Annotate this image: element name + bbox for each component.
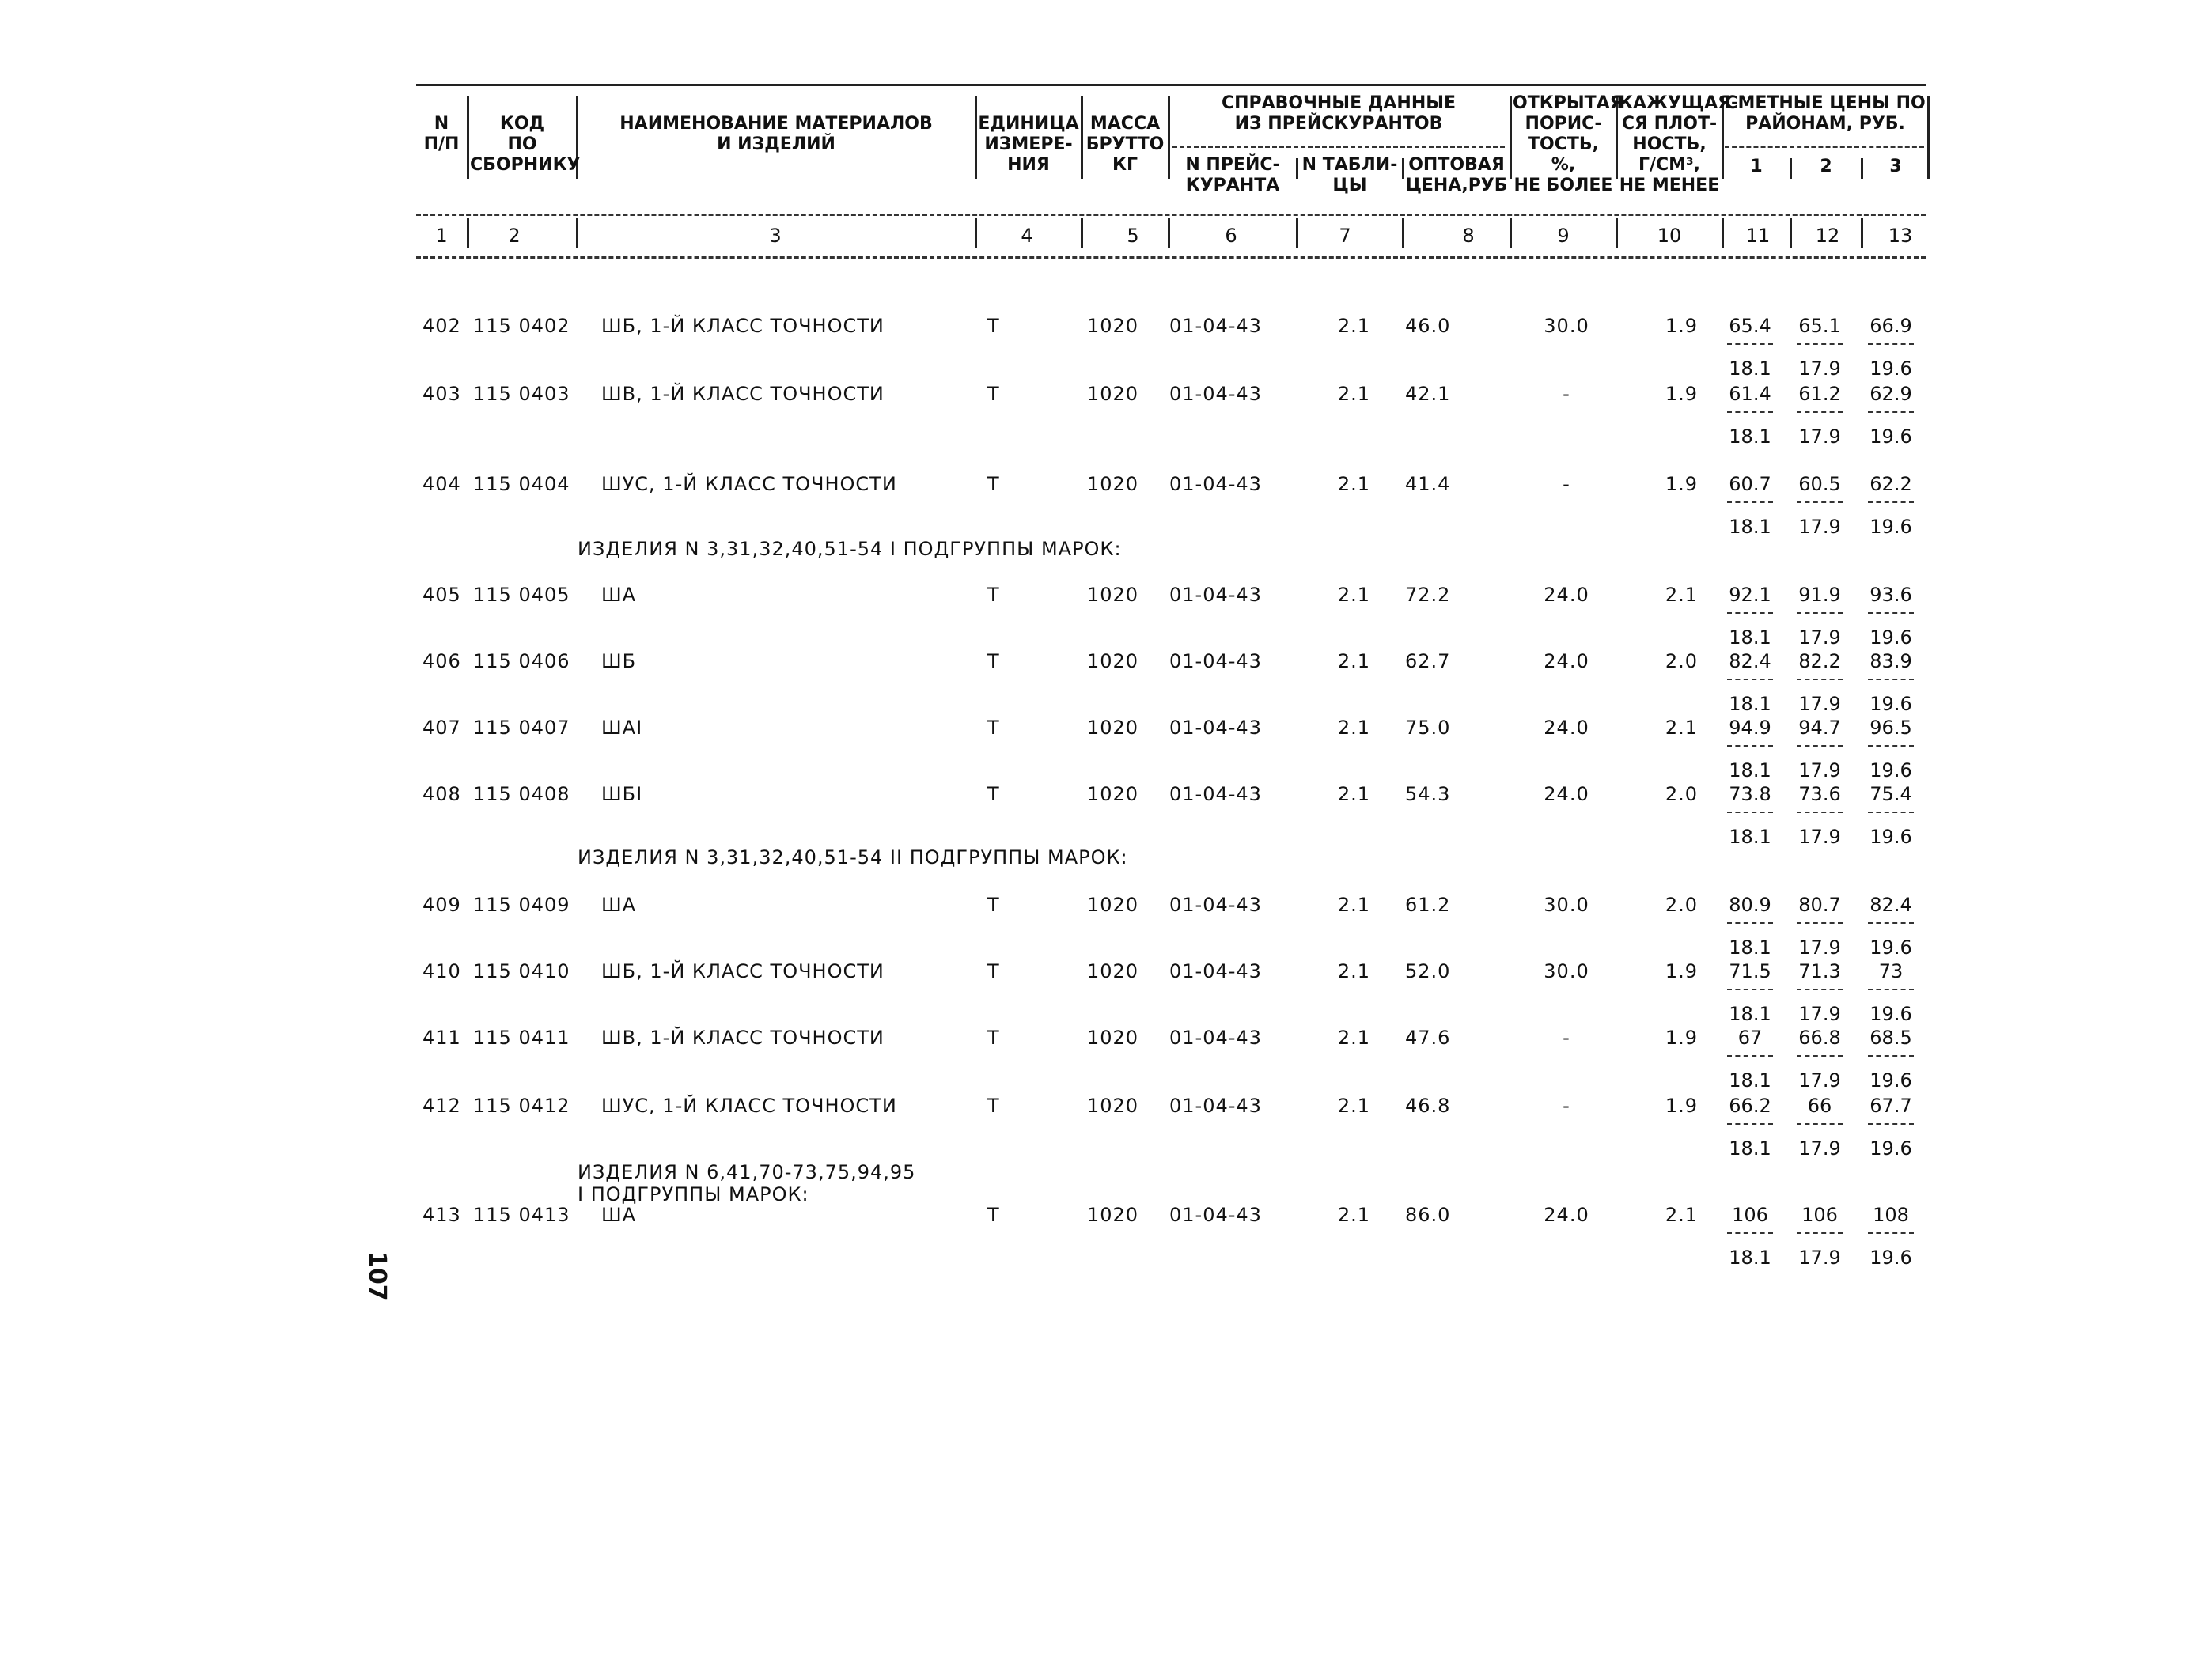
row-density: 1.9 — [1665, 1095, 1698, 1117]
row-price-list: 01-04-43 — [1169, 473, 1262, 495]
row-density: 1.9 — [1665, 383, 1698, 405]
row-transport-region-1: 18.1 — [1729, 626, 1771, 649]
row-porosity: - — [1563, 1095, 1570, 1117]
row-transport-region-1: 18.1 — [1729, 1003, 1771, 1025]
row-price-list: 01-04-43 — [1169, 717, 1262, 739]
row-price-region-1: 94.9 — [1729, 717, 1771, 739]
row-unit: Т — [987, 1204, 1000, 1226]
row-price-region-1: 71.5 — [1729, 960, 1771, 982]
row-transport-region-3: 19.6 — [1870, 426, 1912, 448]
row-price-region-1: 67 — [1737, 1027, 1763, 1049]
row-transport-region-2: 17.9 — [1798, 1069, 1841, 1092]
row-porosity: 30.0 — [1544, 960, 1589, 982]
row-mass: 1020 — [1087, 473, 1139, 495]
row-porosity: 24.0 — [1544, 650, 1589, 672]
row-transport-region-1: 18.1 — [1729, 759, 1771, 781]
row-price-region-3: 83.9 — [1870, 650, 1912, 672]
row-density: 2.1 — [1665, 1204, 1698, 1226]
row-number: 410 — [422, 960, 461, 982]
row-name: ШУС, 1-Й КЛАСС ТОЧНОСТИ — [601, 1095, 897, 1117]
row-wholesale-price: 47.6 — [1405, 1027, 1451, 1049]
row-transport-region-1: 18.1 — [1729, 426, 1771, 448]
row-code: 115 0413 — [473, 1204, 570, 1226]
row-wholesale-price: 72.2 — [1405, 584, 1451, 606]
fraction-divider — [1797, 1055, 1843, 1057]
fraction-divider — [1727, 812, 1773, 813]
fraction-divider — [1797, 922, 1843, 924]
row-price-region-1: 82.4 — [1729, 650, 1771, 672]
row-mass: 1020 — [1087, 717, 1139, 739]
row-transport-region-2: 17.9 — [1798, 426, 1841, 448]
row-unit: Т — [987, 650, 1000, 672]
row-wholesale-price: 54.3 — [1405, 783, 1451, 805]
row-price-region-1: 61.4 — [1729, 383, 1771, 405]
group-heading: I ПОДГРУППЫ МАРОК: — [578, 1183, 809, 1205]
group-heading: ИЗДЕЛИЯ N 6,41,70-73,75,94,95 — [578, 1161, 916, 1183]
row-table: 2.1 — [1337, 473, 1370, 495]
fraction-divider — [1868, 411, 1914, 413]
column-number: 11 — [1745, 225, 1771, 247]
row-density: 1.9 — [1665, 473, 1698, 495]
row-porosity: 24.0 — [1544, 1204, 1589, 1226]
row-number: 408 — [422, 783, 461, 805]
row-price-list: 01-04-43 — [1169, 650, 1262, 672]
row-code: 115 0411 — [473, 1027, 570, 1049]
row-number: 403 — [422, 383, 461, 405]
row-mass: 1020 — [1087, 894, 1139, 916]
fraction-divider — [1797, 679, 1843, 680]
row-transport-region-1: 18.1 — [1729, 826, 1771, 848]
column-number: 12 — [1815, 225, 1840, 247]
row-price-region-1: 92.1 — [1729, 584, 1771, 606]
row-code: 115 0407 — [473, 717, 570, 739]
fraction-divider — [1727, 411, 1773, 413]
row-number: 413 — [422, 1204, 461, 1226]
row-table: 2.1 — [1337, 650, 1370, 672]
row-porosity: 30.0 — [1544, 315, 1589, 337]
row-price-region-1: 106 — [1732, 1204, 1768, 1226]
row-price-region-3: 68.5 — [1870, 1027, 1912, 1049]
row-density: 2.0 — [1665, 783, 1698, 805]
fraction-divider — [1868, 501, 1914, 503]
header-col-6: N ПРЕЙС- КУРАНТА — [1185, 155, 1280, 195]
row-wholesale-price: 46.8 — [1405, 1095, 1451, 1117]
row-transport-region-1: 18.1 — [1729, 1247, 1771, 1269]
row-transport-region-3: 19.6 — [1870, 516, 1912, 538]
row-table: 2.1 — [1337, 894, 1370, 916]
row-mass: 1020 — [1087, 1095, 1139, 1117]
row-unit: Т — [987, 473, 1000, 495]
row-transport-region-3: 19.6 — [1870, 1137, 1912, 1160]
row-price-region-1: 66.2 — [1729, 1095, 1771, 1117]
group-heading: ИЗДЕЛИЯ N 3,31,32,40,51-54 II ПОДГРУППЫ МАРОК: — [578, 846, 1128, 868]
row-transport-region-2: 17.9 — [1798, 1247, 1841, 1269]
column-number: 9 — [1557, 225, 1570, 247]
row-transport-region-2: 17.9 — [1798, 936, 1841, 959]
fraction-divider — [1727, 1232, 1773, 1234]
row-unit: Т — [987, 383, 1000, 405]
row-price-region-3: 108 — [1873, 1204, 1909, 1226]
row-price-region-3: 62.2 — [1870, 473, 1912, 495]
row-wholesale-price: 62.7 — [1405, 650, 1451, 672]
fraction-divider — [1868, 343, 1914, 345]
row-density: 2.0 — [1665, 650, 1698, 672]
row-density: 2.0 — [1665, 894, 1698, 916]
fraction-divider — [1797, 411, 1843, 413]
fraction-divider — [1868, 679, 1914, 680]
column-number: 2 — [508, 225, 521, 247]
row-code: 115 0404 — [473, 473, 570, 495]
fraction-divider — [1868, 1055, 1914, 1057]
row-transport-region-1: 18.1 — [1729, 358, 1771, 380]
row-name: ШБ — [601, 650, 637, 672]
row-code: 115 0402 — [473, 315, 570, 337]
row-mass: 1020 — [1087, 584, 1139, 606]
row-transport-region-1: 18.1 — [1729, 936, 1771, 959]
row-price-region-2: 91.9 — [1798, 584, 1841, 606]
row-mass: 1020 — [1087, 1027, 1139, 1049]
row-name: ШБI — [601, 783, 643, 805]
header-col-5: МАССА БРУТТО КГ — [1085, 114, 1165, 175]
row-unit: Т — [987, 315, 1000, 337]
row-density: 1.9 — [1665, 315, 1698, 337]
row-transport-region-3: 19.6 — [1870, 759, 1912, 781]
row-transport-region-1: 18.1 — [1729, 1137, 1771, 1160]
row-mass: 1020 — [1087, 1204, 1139, 1226]
header-ref-group: СПРАВОЧНЫЕ ДАННЫЕ ИЗ ПРЕЙСКУРАНТОВ — [1221, 93, 1457, 134]
column-number: 10 — [1657, 225, 1682, 247]
row-mass: 1020 — [1087, 650, 1139, 672]
row-name: ШАI — [601, 717, 643, 739]
row-transport-region-2: 17.9 — [1798, 626, 1841, 649]
fraction-divider — [1797, 612, 1843, 614]
row-porosity: - — [1563, 1027, 1570, 1049]
row-price-region-1: 80.9 — [1729, 894, 1771, 916]
row-price-region-2: 61.2 — [1798, 383, 1841, 405]
row-transport-region-1: 18.1 — [1729, 693, 1771, 715]
row-price-region-2: 106 — [1801, 1204, 1838, 1226]
fraction-divider — [1727, 679, 1773, 680]
row-price-region-3: 75.4 — [1870, 783, 1912, 805]
fraction-divider — [1868, 1123, 1914, 1125]
row-mass: 1020 — [1087, 960, 1139, 982]
row-price-region-1: 65.4 — [1729, 315, 1771, 337]
header-col-8: ОПТОВАЯ ЦЕНА,РУБ — [1405, 155, 1508, 195]
row-price-region-3: 67.7 — [1870, 1095, 1912, 1117]
row-price-region-2: 71.3 — [1798, 960, 1841, 982]
row-price-list: 01-04-43 — [1169, 960, 1262, 982]
column-number: 8 — [1462, 225, 1475, 247]
row-unit: Т — [987, 960, 1000, 982]
row-transport-region-1: 18.1 — [1729, 516, 1771, 538]
row-name: ША — [601, 584, 637, 606]
fraction-divider — [1797, 501, 1843, 503]
column-number: 13 — [1888, 225, 1913, 247]
row-transport-region-3: 19.6 — [1870, 358, 1912, 380]
row-unit: Т — [987, 1095, 1000, 1117]
row-porosity: - — [1563, 473, 1570, 495]
row-price-list: 01-04-43 — [1169, 383, 1262, 405]
row-transport-region-2: 17.9 — [1798, 826, 1841, 848]
row-name: ШБ, 1-Й КЛАСС ТОЧНОСТИ — [601, 315, 885, 337]
row-code: 115 0406 — [473, 650, 570, 672]
row-price-region-2: 65.1 — [1798, 315, 1841, 337]
row-code: 115 0410 — [473, 960, 570, 982]
row-number: 412 — [422, 1095, 461, 1117]
header-col-7: N ТАБЛИ- ЦЫ — [1301, 155, 1398, 195]
row-price-region-3: 93.6 — [1870, 584, 1912, 606]
column-number: 5 — [1127, 225, 1139, 247]
row-price-region-1: 60.7 — [1729, 473, 1771, 495]
row-mass: 1020 — [1087, 315, 1139, 337]
header-col-4: ЕДИНИЦА ИЗМЕРЕ- НИЯ — [978, 114, 1079, 175]
header-col-1: N П/П — [423, 114, 460, 154]
row-density: 1.9 — [1665, 960, 1698, 982]
column-number: 6 — [1225, 225, 1237, 247]
page-number: 107 — [363, 1251, 391, 1301]
row-number: 402 — [422, 315, 461, 337]
row-price-region-2: 94.7 — [1798, 717, 1841, 739]
row-transport-region-2: 17.9 — [1798, 759, 1841, 781]
header-col-3: НАИМЕНОВАНИЕ МАТЕРИАЛОВ И ИЗДЕЛИЙ — [619, 114, 933, 154]
row-transport-region-3: 19.6 — [1870, 936, 1912, 959]
row-table: 2.1 — [1337, 783, 1370, 805]
row-price-list: 01-04-43 — [1169, 1095, 1262, 1117]
row-name: ШБ, 1-Й КЛАСС ТОЧНОСТИ — [601, 960, 885, 982]
row-unit: Т — [987, 584, 1000, 606]
row-transport-region-2: 17.9 — [1798, 358, 1841, 380]
row-wholesale-price: 42.1 — [1405, 383, 1451, 405]
row-transport-region-3: 19.6 — [1870, 1069, 1912, 1092]
row-price-region-1: 73.8 — [1729, 783, 1771, 805]
row-code: 115 0409 — [473, 894, 570, 916]
row-unit: Т — [987, 1027, 1000, 1049]
row-transport-region-3: 19.6 — [1870, 826, 1912, 848]
row-porosity: - — [1563, 383, 1570, 405]
row-wholesale-price: 41.4 — [1405, 473, 1451, 495]
header-col-9: ОТКРЫТАЯ ПОРИС- ТОСТЬ, %, НЕ БОЛЕЕ — [1513, 93, 1623, 195]
row-price-list: 01-04-43 — [1169, 783, 1262, 805]
row-transport-region-2: 17.9 — [1798, 1003, 1841, 1025]
row-price-region-3: 66.9 — [1870, 315, 1912, 337]
row-unit: Т — [987, 894, 1000, 916]
row-wholesale-price: 61.2 — [1405, 894, 1451, 916]
row-transport-region-2: 17.9 — [1798, 1137, 1841, 1160]
fraction-divider — [1727, 922, 1773, 924]
row-number: 406 — [422, 650, 461, 672]
row-table: 2.1 — [1337, 1204, 1370, 1226]
row-name: ША — [601, 894, 637, 916]
row-price-region-2: 66 — [1807, 1095, 1832, 1117]
fraction-divider — [1797, 1123, 1843, 1125]
row-porosity: 24.0 — [1544, 783, 1589, 805]
group-heading: ИЗДЕЛИЯ N 3,31,32,40,51-54 I ПОДГРУППЫ МАРОК: — [578, 538, 1122, 560]
row-transport-region-3: 19.6 — [1870, 626, 1912, 649]
row-price-region-2: 82.2 — [1798, 650, 1841, 672]
row-density: 2.1 — [1665, 717, 1698, 739]
fraction-divider — [1797, 343, 1843, 345]
fraction-divider — [1727, 745, 1773, 747]
row-wholesale-price: 46.0 — [1405, 315, 1451, 337]
row-table: 2.1 — [1337, 960, 1370, 982]
row-table: 2.1 — [1337, 1027, 1370, 1049]
row-name: ШВ, 1-Й КЛАСС ТОЧНОСТИ — [601, 1027, 885, 1049]
row-name: ШВ, 1-Й КЛАСС ТОЧНОСТИ — [601, 383, 885, 405]
header-col-2: КОД ПО СБОРНИКУ — [470, 114, 581, 175]
column-number: 4 — [1021, 225, 1033, 247]
fraction-divider — [1727, 501, 1773, 503]
row-transport-region-2: 17.9 — [1798, 693, 1841, 715]
fraction-divider — [1797, 745, 1843, 747]
row-price-region-2: 73.6 — [1798, 783, 1841, 805]
row-wholesale-price: 52.0 — [1405, 960, 1451, 982]
row-price-region-3: 82.4 — [1870, 894, 1912, 916]
row-mass: 1020 — [1087, 783, 1139, 805]
fraction-divider — [1868, 922, 1914, 924]
row-code: 115 0403 — [473, 383, 570, 405]
column-number: 7 — [1339, 225, 1351, 247]
fraction-divider — [1868, 1232, 1914, 1234]
row-price-list: 01-04-43 — [1169, 315, 1262, 337]
fraction-divider — [1727, 1055, 1773, 1057]
row-transport-region-1: 18.1 — [1729, 1069, 1771, 1092]
fraction-divider — [1868, 612, 1914, 614]
row-porosity: 24.0 — [1544, 717, 1589, 739]
fraction-divider — [1727, 1123, 1773, 1125]
row-table: 2.1 — [1337, 584, 1370, 606]
row-mass: 1020 — [1087, 383, 1139, 405]
fraction-divider — [1868, 745, 1914, 747]
row-number: 409 — [422, 894, 461, 916]
row-price-list: 01-04-43 — [1169, 1027, 1262, 1049]
row-table: 2.1 — [1337, 1095, 1370, 1117]
column-number: 3 — [769, 225, 782, 247]
row-transport-region-3: 19.6 — [1870, 693, 1912, 715]
row-name: ШУС, 1-Й КЛАСС ТОЧНОСТИ — [601, 473, 897, 495]
row-code: 115 0405 — [473, 584, 570, 606]
fraction-divider — [1797, 989, 1843, 990]
row-table: 2.1 — [1337, 315, 1370, 337]
row-table: 2.1 — [1337, 717, 1370, 739]
row-number: 405 — [422, 584, 461, 606]
row-density: 2.1 — [1665, 584, 1698, 606]
fraction-divider — [1727, 989, 1773, 990]
row-price-region-3: 62.9 — [1870, 383, 1912, 405]
header-price-col-1: 1 — [1750, 157, 1763, 176]
row-wholesale-price: 86.0 — [1405, 1204, 1451, 1226]
fraction-divider — [1727, 612, 1773, 614]
fraction-divider — [1868, 989, 1914, 990]
row-transport-region-2: 17.9 — [1798, 516, 1841, 538]
row-code: 115 0408 — [473, 783, 570, 805]
row-transport-region-3: 19.6 — [1870, 1247, 1912, 1269]
row-price-region-2: 60.5 — [1798, 473, 1841, 495]
row-transport-region-3: 19.6 — [1870, 1003, 1912, 1025]
row-price-list: 01-04-43 — [1169, 1204, 1262, 1226]
row-price-list: 01-04-43 — [1169, 584, 1262, 606]
header-price-col-2: 2 — [1820, 157, 1832, 176]
fraction-divider — [1868, 812, 1914, 813]
row-price-region-3: 96.5 — [1870, 717, 1912, 739]
row-number: 404 — [422, 473, 461, 495]
row-unit: Т — [987, 783, 1000, 805]
header-price-col-3: 3 — [1889, 157, 1902, 176]
row-unit: Т — [987, 717, 1000, 739]
header-col-10: КАЖУЩАЯ- СЯ ПЛОТ- НОСТЬ, Г/СМ³, НЕ МЕНЕЕ — [1619, 93, 1739, 195]
row-table: 2.1 — [1337, 383, 1370, 405]
row-number: 411 — [422, 1027, 461, 1049]
row-number: 407 — [422, 717, 461, 739]
row-porosity: 30.0 — [1544, 894, 1589, 916]
header-price-group: СМЕТНЫЕ ЦЕНЫ ПО РАЙОНАМ, РУБ. — [1725, 93, 1926, 134]
row-price-region-2: 80.7 — [1798, 894, 1841, 916]
row-porosity: 24.0 — [1544, 584, 1589, 606]
column-number: 1 — [435, 225, 448, 247]
row-price-region-2: 66.8 — [1798, 1027, 1841, 1049]
row-wholesale-price: 75.0 — [1405, 717, 1451, 739]
row-price-list: 01-04-43 — [1169, 894, 1262, 916]
row-price-region-3: 73 — [1878, 960, 1904, 982]
row-code: 115 0412 — [473, 1095, 570, 1117]
fraction-divider — [1797, 1232, 1843, 1234]
row-density: 1.9 — [1665, 1027, 1698, 1049]
row-name: ША — [601, 1204, 637, 1226]
fraction-divider — [1727, 343, 1773, 345]
fraction-divider — [1797, 812, 1843, 813]
